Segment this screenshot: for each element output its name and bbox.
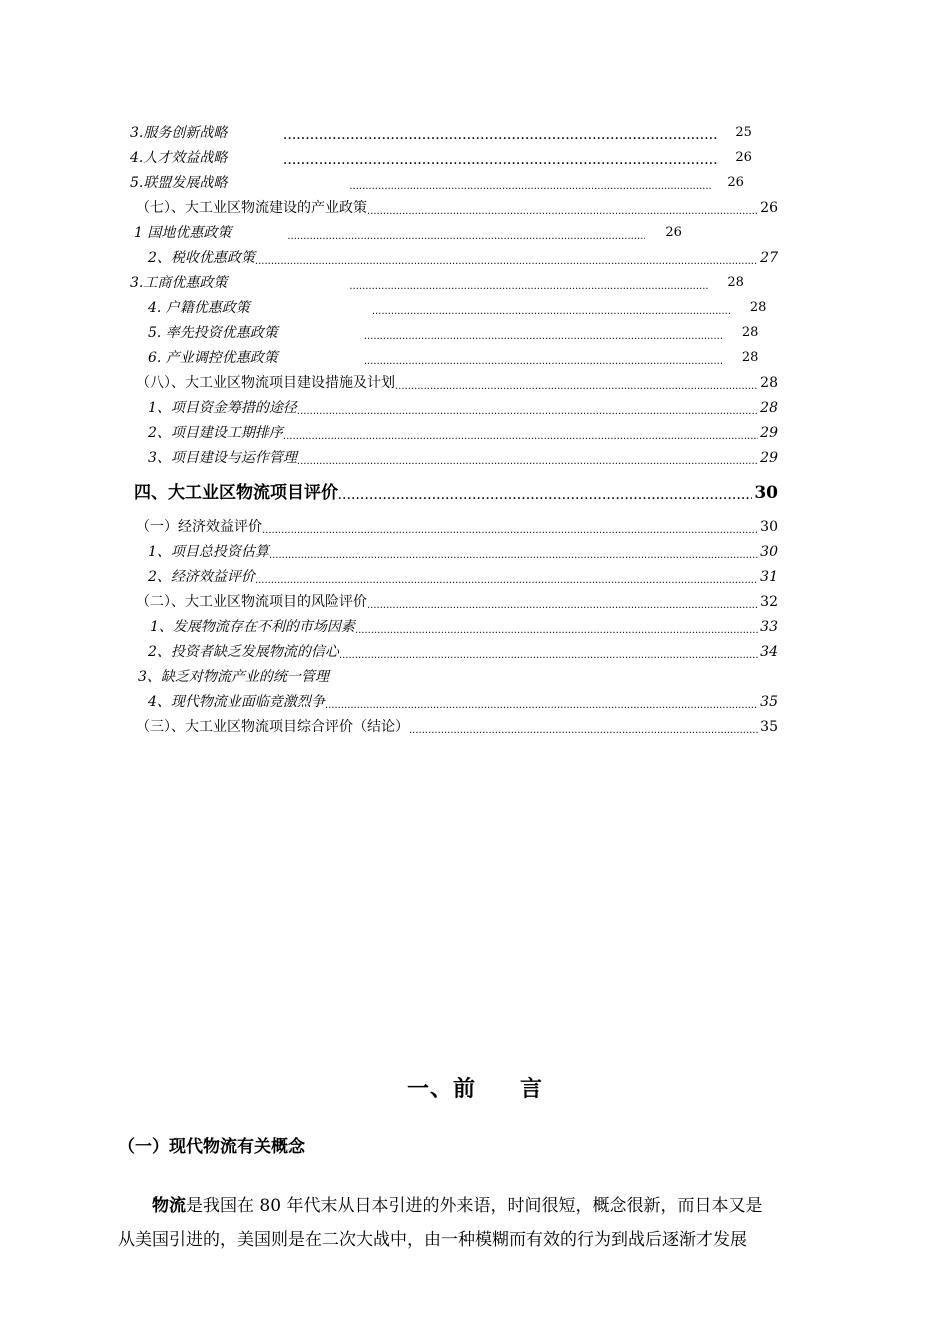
toc-label: 4.人才效益战略 xyxy=(130,150,228,166)
toc-leader xyxy=(364,349,724,367)
toc-label: （三）、大工业区物流项目综合评价（结论） xyxy=(136,719,409,735)
toc-label: 3.服务创新战略 xyxy=(130,125,228,141)
toc-page-number: 35 xyxy=(760,719,778,735)
subsection-title: （一）现代物流有关概念 xyxy=(118,1137,305,1157)
toc-entry[interactable] xyxy=(148,297,778,317)
toc-label: 2、投资者缺乏发展物流的信心 xyxy=(148,644,339,660)
toc-page-number: 28 xyxy=(749,300,767,315)
paragraph-lead-term: 物流 xyxy=(152,1196,186,1216)
toc-leader xyxy=(395,374,758,392)
toc-page-number: 28 xyxy=(760,375,778,391)
toc-page-number: 31 xyxy=(760,569,778,585)
toc-label: 四、大工业区物流项目评价 xyxy=(134,483,338,503)
section-title-part1: 一、前 xyxy=(406,1077,476,1102)
paragraph-line-1-text: 是我国在 80 年代末从日本引进的外来语，时间很短，概念很新，而日本又是 xyxy=(186,1196,763,1216)
toc-label: （八）、大工业区物流项目建设措施及计划 xyxy=(136,375,395,391)
toc-entry[interactable] xyxy=(130,172,770,192)
toc-leader xyxy=(297,399,758,417)
toc-leader xyxy=(409,718,758,736)
toc-leader xyxy=(325,693,758,711)
paragraph-line-2: 从美国引进的，美国则是在二次大战中，由一种模糊而有效的行为到战后逐渐才发展 xyxy=(118,1230,747,1250)
toc-entry[interactable] xyxy=(136,716,778,736)
toc-label: （七）、大工业区物流建设的产业政策 xyxy=(136,200,367,216)
section-title-part2: 言 xyxy=(520,1077,544,1102)
toc-entry[interactable] xyxy=(134,222,696,242)
toc-page-number: 35 xyxy=(760,694,778,710)
toc-leader xyxy=(297,449,758,467)
toc-page-number: 26 xyxy=(665,225,682,240)
toc-label: （一）经济效益评价 xyxy=(136,519,262,535)
toc-label: 1、项目总投资估算 xyxy=(148,544,269,560)
toc-label: 5.联盟发展战略 xyxy=(130,175,228,191)
toc-entry[interactable] xyxy=(136,591,778,611)
toc-label: 3.工商优惠政策 xyxy=(130,275,228,291)
toc-leader xyxy=(283,124,719,142)
toc-page-number: 29 xyxy=(760,450,778,466)
toc-label: 1、发展物流存在不利的市场因素 xyxy=(150,619,355,635)
toc-entry[interactable] xyxy=(136,372,778,392)
toc-entry[interactable] xyxy=(148,422,778,442)
body-paragraph xyxy=(118,1189,834,1257)
toc-entry[interactable] xyxy=(130,147,770,167)
toc-leader xyxy=(262,518,758,536)
toc-page-number: 26 xyxy=(727,175,744,190)
toc-leader xyxy=(367,199,758,217)
section-title xyxy=(0,1072,950,1103)
toc-page-number: 28 xyxy=(741,350,759,365)
toc-entry[interactable] xyxy=(136,516,778,536)
toc-page-number: 29 xyxy=(760,425,778,441)
toc-entry[interactable] xyxy=(148,347,778,367)
toc-label: （二）、大工业区物流项目的风险评价 xyxy=(136,594,367,610)
toc-label: 3、项目建设与运作管理 xyxy=(148,450,297,466)
toc-label: 5. 率先投资优惠政策 xyxy=(148,325,278,341)
toc-entry[interactable] xyxy=(150,616,778,636)
toc-page-number: 28 xyxy=(727,275,744,290)
toc-leader xyxy=(287,224,645,242)
toc-leader xyxy=(269,543,758,561)
toc-label: 2、税收优惠政策 xyxy=(148,250,255,266)
toc-label: 1 国地优惠政策 xyxy=(134,225,232,241)
toc-entry[interactable] xyxy=(148,541,778,561)
toc-page-number: 28 xyxy=(760,400,778,416)
toc-entry[interactable] xyxy=(130,122,770,142)
toc-page-number: 30 xyxy=(760,519,778,535)
toc-leader xyxy=(349,274,709,292)
toc-label: 2、经济效益评价 xyxy=(148,569,255,585)
toc-page-number: 26 xyxy=(735,150,752,165)
toc-leader xyxy=(255,249,758,267)
toc-leader xyxy=(283,424,758,442)
toc-entry[interactable] xyxy=(136,197,778,217)
toc-page-number: 25 xyxy=(735,125,752,140)
toc-entry[interactable] xyxy=(148,641,778,661)
toc-page-number: 32 xyxy=(760,594,778,610)
toc-page-number: 30 xyxy=(760,544,778,560)
toc-label: 3、缺乏对物流产业的统一管理 xyxy=(138,669,329,685)
toc-page-number: 28 xyxy=(741,325,759,340)
toc-entry-chapter[interactable] xyxy=(134,480,778,502)
toc-leader xyxy=(367,593,758,611)
toc-leader xyxy=(283,149,719,167)
toc-label: 1、项目资金筹措的途径 xyxy=(148,400,297,416)
toc-entry[interactable] xyxy=(138,666,538,686)
toc-page-number: 30 xyxy=(754,483,778,503)
toc-entry[interactable] xyxy=(130,272,760,292)
toc-entry[interactable] xyxy=(148,447,778,467)
toc-entry[interactable] xyxy=(148,322,778,342)
toc-leader xyxy=(338,484,752,502)
toc-leader xyxy=(349,174,711,192)
paragraph-line-1 xyxy=(118,1189,834,1223)
toc-leader xyxy=(372,299,732,317)
toc-entry[interactable] xyxy=(148,691,778,711)
toc-leader xyxy=(355,618,758,636)
toc-page-number: 26 xyxy=(760,200,778,216)
toc-leader xyxy=(364,324,724,342)
toc-page-number: 34 xyxy=(760,644,778,660)
toc-leader xyxy=(255,568,758,586)
toc-label: 4. 户籍优惠政策 xyxy=(148,300,250,316)
toc-leader xyxy=(339,643,758,661)
toc-entry[interactable] xyxy=(148,566,778,586)
toc-label: 2、项目建设工期排序 xyxy=(148,425,283,441)
toc-page-number: 33 xyxy=(760,619,778,635)
toc-entry[interactable] xyxy=(148,247,778,267)
toc-label: 6. 产业调控优惠政策 xyxy=(148,350,278,366)
toc-entry[interactable] xyxy=(148,397,778,417)
toc-page-number: 27 xyxy=(760,250,778,266)
toc-label: 4、现代物流业面临竞激烈争 xyxy=(148,694,325,710)
